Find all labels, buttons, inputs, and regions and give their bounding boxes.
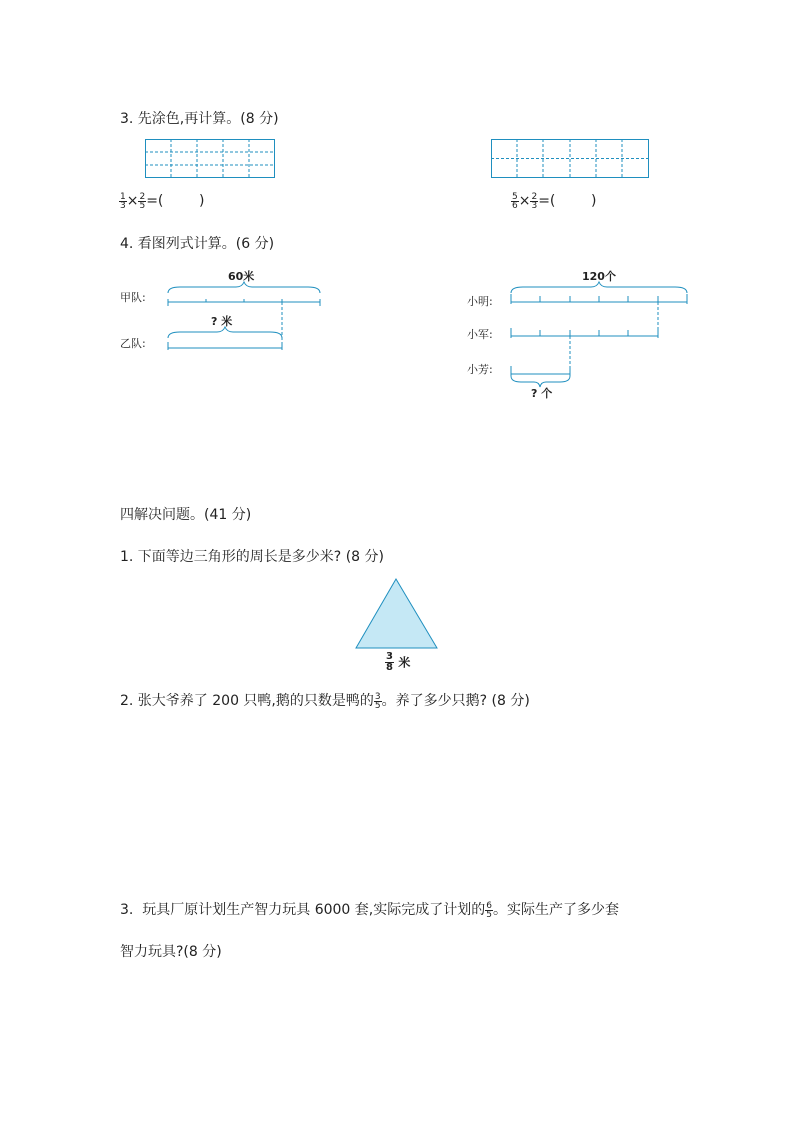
unknown-count-label: ? 个 [531,387,553,400]
q3-left-expression: $\frac{1}{3}$ × $\frac{2}{5}$ =( ) [120,191,205,211]
total-length-label: 60米 [228,270,255,283]
grid-right[interactable] [491,139,649,178]
grid-left[interactable] [145,139,275,178]
equilateral-triangle [355,578,439,650]
q4-title: 4. 看图列式计算。(6 分) [120,236,275,252]
line-diagram-left [160,280,330,355]
fraction: $\frac{5}{6}$ [512,191,518,211]
fraction: $\frac{2}{3}$ [531,191,538,211]
triangle-side-label: $\frac{3}{8}$ 米 [386,651,411,673]
q3-title: 3. 先涂色,再计算。(8 分) [120,111,279,127]
problem-2-text: 2. 张大爷养了 200 只鸭,鹅的只数是鸭的 $\frac{3}{5}$ 。养了多少只鹅? (8 分) [120,691,530,711]
problem-1-text: 1. 下面等边三角形的周长是多少米? (8 分) [120,549,384,565]
section-4-title: 四解决问题。(41 分) [120,507,252,523]
fraction: $\frac{6}{5}$ [486,900,492,920]
fraction: $\frac{3}{8}$ [386,651,393,673]
row-label-xiaofang: 小芳: [467,363,493,376]
fraction: $\frac{1}{3}$ [120,191,126,211]
fraction: $\frac{2}{5}$ [139,191,146,211]
q3-right-expression: $\frac{5}{6}$ × $\frac{2}{3}$ =( ) [512,191,597,211]
row-label-yi: 乙队: [120,337,146,350]
row-label-jia: 甲队: [120,291,146,304]
unknown-length-label: ? 米 [211,315,233,328]
problem-3-text-line2: 智力玩具?(8 分) [120,944,222,960]
line-diagram-right [500,280,695,390]
row-label-xiaojun: 小军: [467,328,493,341]
total-count-label: 120个 [582,270,616,283]
row-label-xiaoming: 小明: [467,295,493,308]
fraction: $\frac{3}{5}$ [374,691,381,711]
problem-3-text-line1: 3. 玩具厂原计划生产智力玩具 6000 套,实际完成了计划的 $\frac{6}{5}$ 。实际生产了多少套 [120,900,619,920]
